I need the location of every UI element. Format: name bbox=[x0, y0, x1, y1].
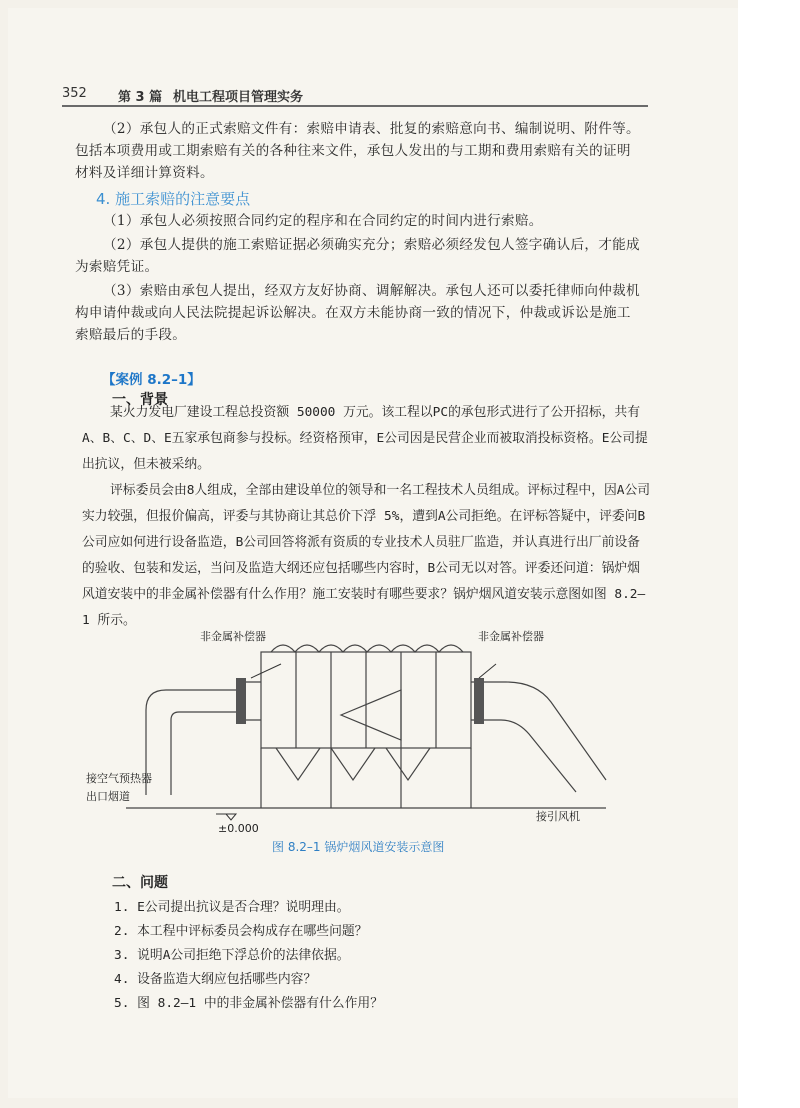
inlet-cone bbox=[341, 690, 401, 740]
right-duct bbox=[471, 682, 606, 792]
part-label: 第 3 篇 bbox=[118, 90, 163, 105]
paragraph-point-2: （2）承包人提供的施工索赔证据必须确实充分；索赔必须经发包人签字确认后，才能成为索赔凭证。 bbox=[75, 237, 640, 275]
part-title: 机电工程项目管理实务 bbox=[173, 90, 304, 105]
diagram-lines bbox=[126, 645, 606, 808]
header-rule bbox=[62, 105, 648, 107]
paragraph-point-1: （1）承包人必须按照合同约定的程序和在合同约定的时间内进行索赔。 bbox=[103, 213, 543, 229]
page-number: 352 bbox=[62, 86, 87, 101]
hoppers bbox=[276, 748, 430, 780]
section-heading-4: 4. 施工索赔的注意要点 bbox=[96, 190, 251, 208]
background-heading: 一、背景 bbox=[112, 392, 168, 408]
left-compensator bbox=[236, 678, 246, 724]
paragraph-claim-documents: （2）承包人的正式索赔文件有：索赔申请表、批复的索赔意向书、编制说明、附件等。包括本项费用或工期索赔有关的各种往来文件，承包人发出的与工期和费用索赔有关的证明材料及详细计算资料。 bbox=[75, 121, 640, 181]
case-background-paragraph-2: 评标委员会由8人组成，全部由建设单位的领导和一名工程技术人员组成。评标过程中，因A公司实力较强，但报价偏高，评委与其协商让其总价下浮 5%，遭到A公司拒绝。在评标答疑中，评委问B公司应如何进行设备监造，B公司回答将派有资质的专业技术人员驻厂监造，并认真进行出厂前设备的验收、包装和发运，当问及监造大纲还应包括哪些内容时，B公司无以对答。评委还问道：锅炉烟风道安装中的非金属补偿器有什么作用？施工安装时有哪些要求？锅炉烟风道安装示意图如图 8.2–1 所示。 bbox=[82, 483, 651, 628]
question-item: 2. 本工程中评标委员会构成存在哪些问题？ bbox=[114, 924, 368, 939]
diagram-labels bbox=[86, 629, 580, 832]
support-columns bbox=[261, 748, 471, 808]
left-duct bbox=[146, 690, 236, 795]
figure-caption: 图 8.2–1 锅炉烟风道安装示意图 bbox=[272, 840, 445, 854]
paragraph-point-3: （3）索赔由承包人提出，经双方友好协商、调解解决。承包人还可以委托律师向仲裁机构申请仲裁或向人民法院提起诉讼解决。在双方未能协商一致的情况下，仲裁或诉讼是施工索赔最后的手段。 bbox=[75, 283, 640, 343]
compensators bbox=[236, 678, 484, 724]
right-compensator bbox=[474, 678, 484, 724]
scan-margin bbox=[738, 0, 800, 1108]
label-air-preheater: 接空气预热器 bbox=[86, 772, 152, 785]
label-induced-fan: 接引风机 bbox=[536, 810, 580, 823]
case-background-paragraph-1: 某火力发电厂建设工程总投资额 50000 万元。该工程以PC的承包形式进行了公开招标，共有A、B、C、D、E五家承包商参与投标。经资格预审，E公司因是民营企业而被取消投标资格。E公司提出抗议，但未被采纳。 bbox=[82, 405, 648, 472]
running-header bbox=[62, 84, 642, 106]
elevation-mark bbox=[216, 814, 236, 820]
question-item: 3. 说明A公司拒绝下浮总价的法律依据。 bbox=[114, 948, 350, 963]
questions-heading: 二、问题 bbox=[112, 875, 168, 891]
roof-cover bbox=[271, 645, 463, 652]
question-item: 5. 图 8.2–1 中的非金属补偿器有什么作用？ bbox=[114, 996, 383, 1011]
question-item: 4. 设备监造大纲应包括哪些内容？ bbox=[114, 972, 317, 987]
right-leader bbox=[479, 664, 496, 678]
left-leader bbox=[251, 664, 281, 678]
case-label: 【案例 8.2–1】 bbox=[102, 372, 201, 388]
label-elevation: ±0.000 bbox=[218, 822, 259, 832]
flue-duct-diagram bbox=[86, 620, 646, 832]
label-compensator-left: 非金属补偿器 bbox=[200, 630, 266, 643]
label-compensator-right: 非金属补偿器 bbox=[478, 630, 544, 643]
label-outlet-flue: 出口烟道 bbox=[86, 790, 130, 803]
question-item: 1. E公司提出抗议是否合理？说明理由。 bbox=[114, 900, 350, 915]
